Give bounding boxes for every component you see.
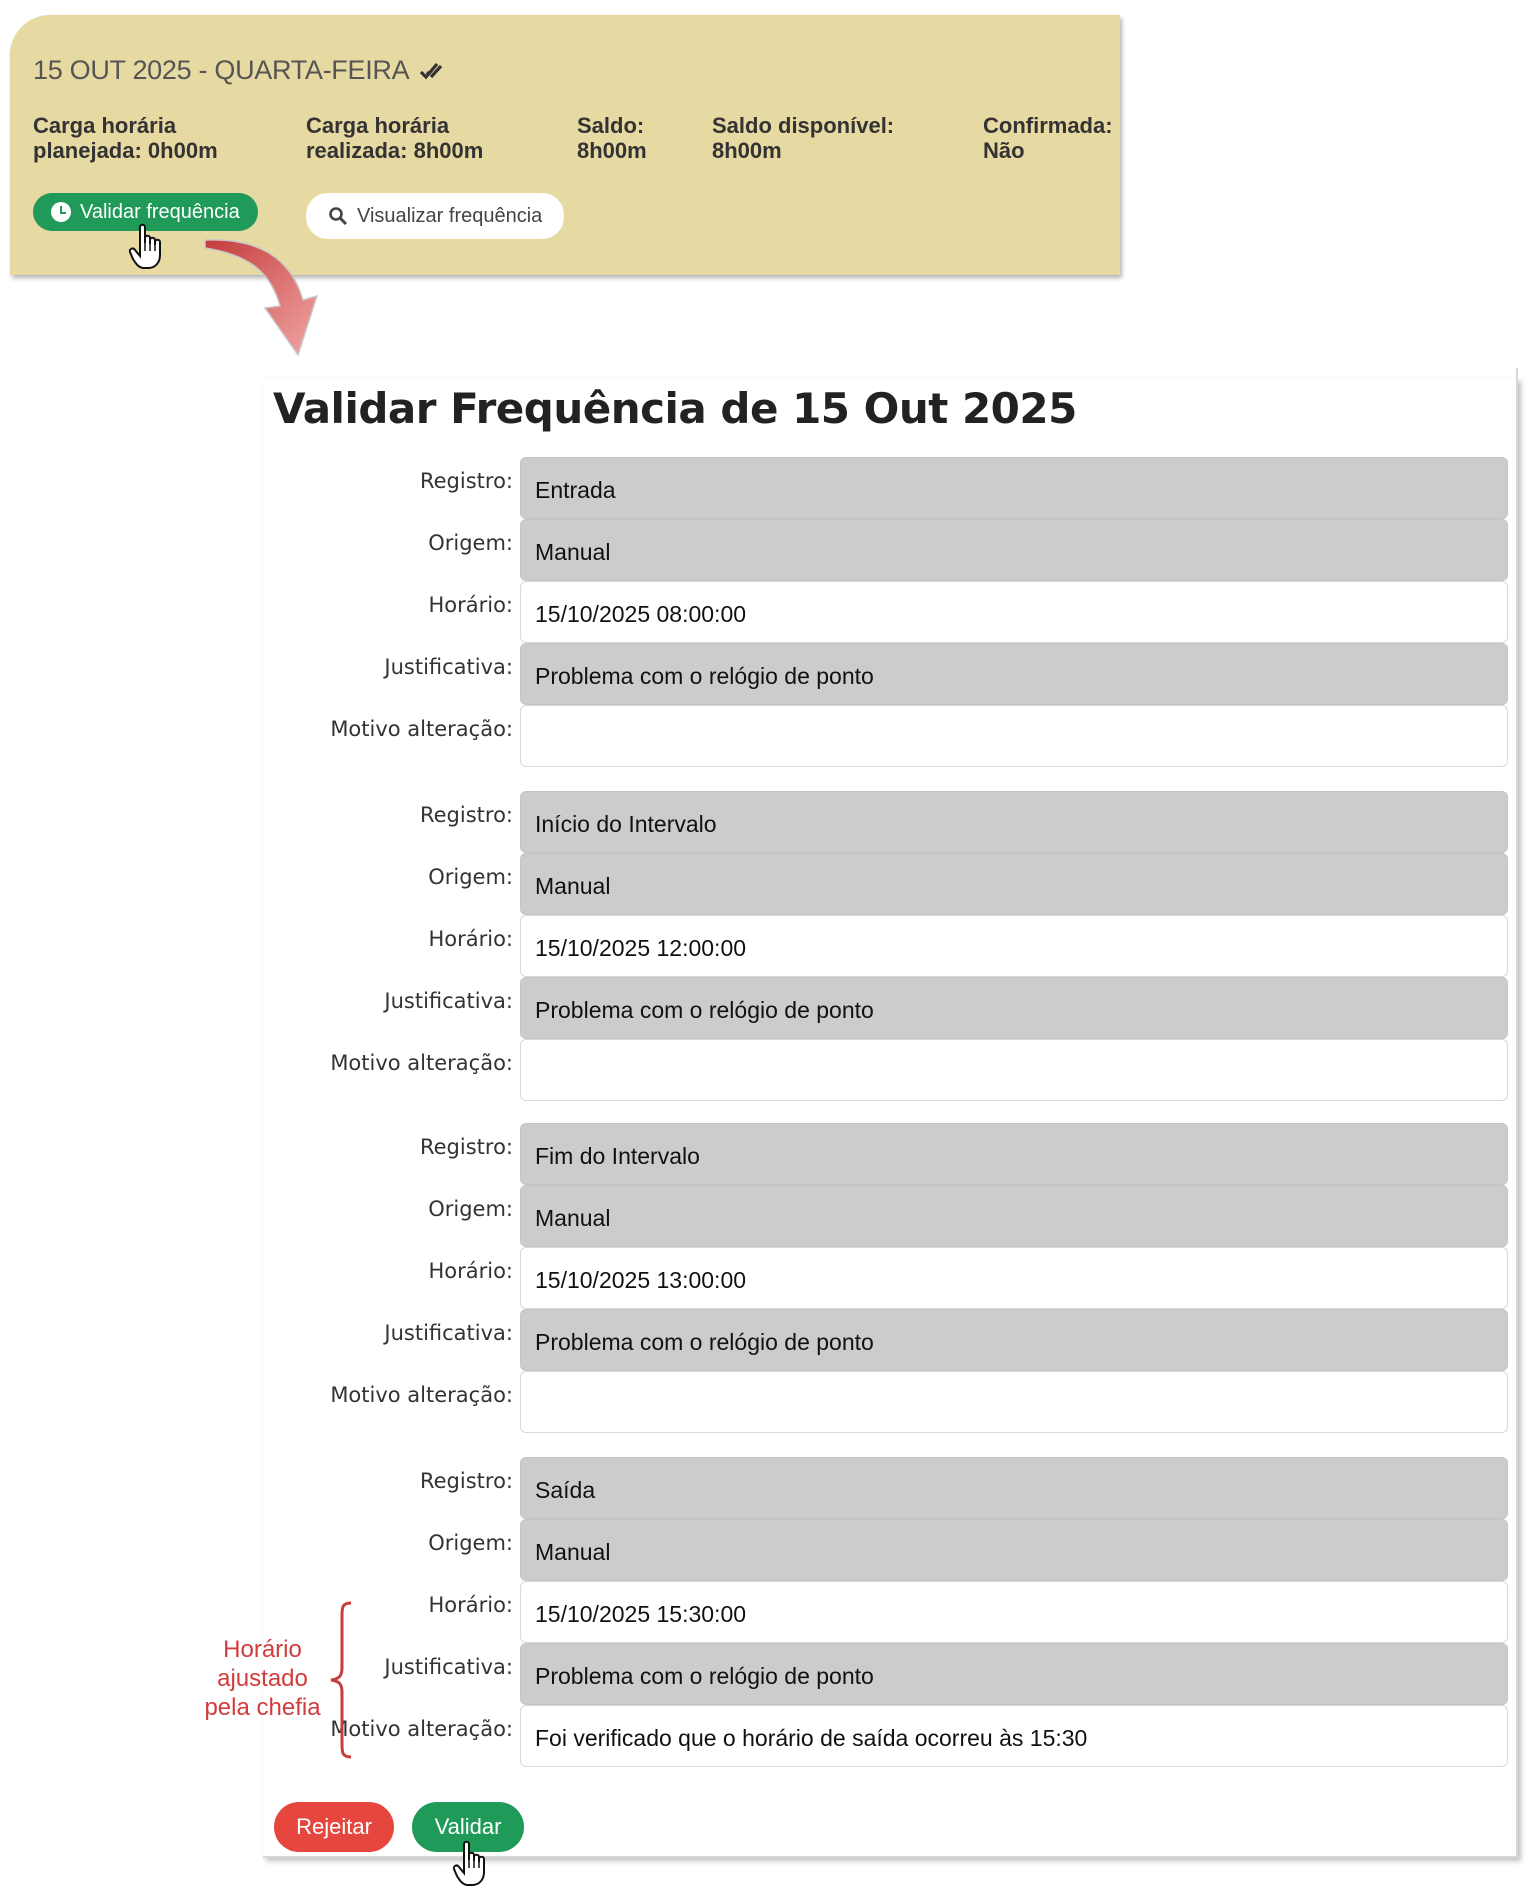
- search-icon: [328, 206, 348, 226]
- horario-label: Horário:: [428, 927, 513, 951]
- horario-input[interactable]: 15/10/2025 08:00:00: [520, 581, 1508, 643]
- registro-field: Saída: [520, 1457, 1508, 1519]
- motivo-label: Motivo alteração:: [330, 1717, 513, 1741]
- row-justificativa: [263, 1641, 1518, 1703]
- registro-field: Entrada: [520, 457, 1508, 519]
- curly-brace-icon: [325, 1600, 355, 1760]
- motivo-input[interactable]: [520, 1371, 1508, 1433]
- justificativa-field: Problema com o relógio de ponto: [520, 643, 1508, 705]
- horario-label: Horário:: [428, 1259, 513, 1283]
- horario-input[interactable]: 15/10/2025 12:00:00: [520, 915, 1508, 977]
- justificativa-label: Justificativa:: [384, 655, 513, 679]
- view-frequency-button[interactable]: Visualizar frequência: [306, 193, 564, 239]
- row-justificativa: [263, 641, 1518, 703]
- row-justificativa: [263, 1307, 1518, 1369]
- planned-hours: Carga horária planejada: 0h00m: [33, 113, 218, 163]
- registro-label: Registro:: [419, 803, 513, 827]
- origem-field: Manual: [520, 1185, 1508, 1247]
- motivo-input[interactable]: Foi verificado que o horário de saída ocorreu às 15:30: [520, 1705, 1508, 1767]
- horario-label: Horário:: [428, 593, 513, 617]
- row-motivo: [263, 703, 1518, 765]
- origem-label: Origem:: [428, 1531, 513, 1555]
- row-horario: [263, 1579, 1518, 1641]
- registro-field: Fim do Intervalo: [520, 1123, 1508, 1185]
- row-origem: [263, 517, 1518, 579]
- row-registro: [263, 1455, 1518, 1517]
- clock-icon: [51, 202, 71, 222]
- hand-pointer-icon: [128, 223, 168, 271]
- justificativa-label: Justificativa:: [384, 1655, 513, 1679]
- motivo-input[interactable]: [520, 1039, 1508, 1101]
- day-card: [10, 15, 1120, 275]
- registro-label: Registro:: [419, 1135, 513, 1159]
- arrow-down-icon: [195, 230, 335, 360]
- row-justificativa: [263, 975, 1518, 1037]
- row-motivo: [263, 1703, 1518, 1765]
- justificativa-field: Problema com o relógio de ponto: [520, 977, 1508, 1039]
- validate-frequency-dialog: [263, 378, 1518, 1858]
- row-horario: [263, 913, 1518, 975]
- origem-field: Manual: [520, 853, 1508, 915]
- motivo-label: Motivo alteração:: [330, 1383, 513, 1407]
- origem-field: Manual: [520, 1519, 1508, 1581]
- row-registro: [263, 455, 1518, 517]
- horario-input[interactable]: 15/10/2025 15:30:00: [520, 1581, 1508, 1643]
- horario-input[interactable]: 15/10/2025 13:00:00: [520, 1247, 1508, 1309]
- dialog-title: Validar Frequência de 15 Out 2025: [273, 384, 1077, 433]
- justificativa-field: Problema com o relógio de ponto: [520, 1643, 1508, 1705]
- motivo-label: Motivo alteração:: [330, 1051, 513, 1075]
- day-title-row: [33, 55, 443, 86]
- origem-label: Origem:: [428, 531, 513, 555]
- hand-pointer-icon: [452, 1840, 492, 1888]
- origem-label: Origem:: [428, 1197, 513, 1221]
- registro-label: Registro:: [419, 469, 513, 493]
- validate-frequency-button[interactable]: Validar frequência: [33, 193, 258, 231]
- day-title: 15 OUT 2025 - QUARTA-FEIRA: [33, 55, 410, 85]
- row-origem: [263, 851, 1518, 913]
- row-registro: [263, 1121, 1518, 1183]
- origem-label: Origem:: [428, 865, 513, 889]
- row-horario: [263, 579, 1518, 641]
- row-horario: [263, 1245, 1518, 1307]
- validate-button[interactable]: Validar: [412, 1802, 524, 1852]
- justificativa-field: Problema com o relógio de ponto: [520, 1309, 1508, 1371]
- available-balance: Saldo disponível: 8h00m: [712, 113, 895, 163]
- row-registro: [263, 789, 1518, 851]
- done-hours: Carga horária realizada: 8h00m: [306, 113, 484, 163]
- row-origem: [263, 1183, 1518, 1245]
- row-motivo: [263, 1369, 1518, 1431]
- row-origem: [263, 1517, 1518, 1579]
- justificativa-label: Justificativa:: [384, 1321, 513, 1345]
- double-check-icon: [419, 59, 443, 83]
- reject-button[interactable]: Rejeitar: [274, 1802, 394, 1852]
- motivo-label: Motivo alteração:: [330, 717, 513, 741]
- confirmed-status: Confirmada: Não: [983, 113, 1113, 163]
- row-motivo: [263, 1037, 1518, 1099]
- horario-label: Horário:: [428, 1593, 513, 1617]
- justificativa-label: Justificativa:: [384, 989, 513, 1013]
- annotation-note: Horário ajustado pela chefia: [204, 1636, 321, 1721]
- registro-field: Início do Intervalo: [520, 791, 1508, 853]
- balance: Saldo: 8h00m: [577, 113, 647, 163]
- motivo-input[interactable]: [520, 705, 1508, 767]
- origem-field: Manual: [520, 519, 1508, 581]
- registro-label: Registro:: [419, 1469, 513, 1493]
